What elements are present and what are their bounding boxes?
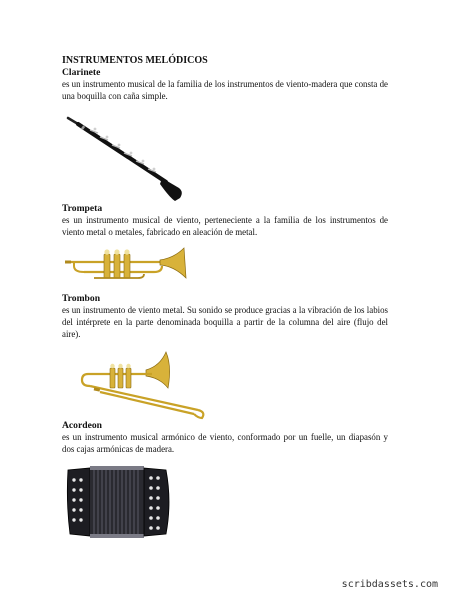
section-title-clarinete: Clarinete — [62, 67, 101, 78]
page-title: INSTRUMENTOS MELÓDICOS — [62, 55, 208, 66]
section-text-clarinete: es un instrumento musical de la familia de los instrumentos de viento-madera que consta de una boquilla con caña simple. — [62, 79, 388, 101]
accordion-image — [64, 462, 174, 542]
section-text-trombon: es un instrumento de viento metal. Su sonido se produce gracias a la vibración de los labios del intérprete en la parte denominada boquilla a partir de la columna del aire (flujo del aire). — [62, 305, 388, 339]
section-title-trompeta: Trompeta — [62, 203, 103, 214]
section-title-acordeon: Acordeon — [62, 420, 102, 431]
section-text-acordeon: es un instrumento musical armónico de viento, conformado por un fuelle, un diapasón y dos cajas armónicas de madera. — [62, 432, 388, 454]
clarinet-image — [62, 110, 192, 205]
watermark-text: scribdassets.com — [341, 579, 438, 590]
section-text-trompeta: es un instrumento musical de viento, perteneciente a la familia de los instrumentos de viento metal o metales, fabricado en aleación de metal. — [62, 215, 388, 237]
trumpet-image — [64, 244, 190, 286]
section-title-trombon: Trombon — [62, 293, 101, 304]
trombone-image — [80, 348, 210, 420]
